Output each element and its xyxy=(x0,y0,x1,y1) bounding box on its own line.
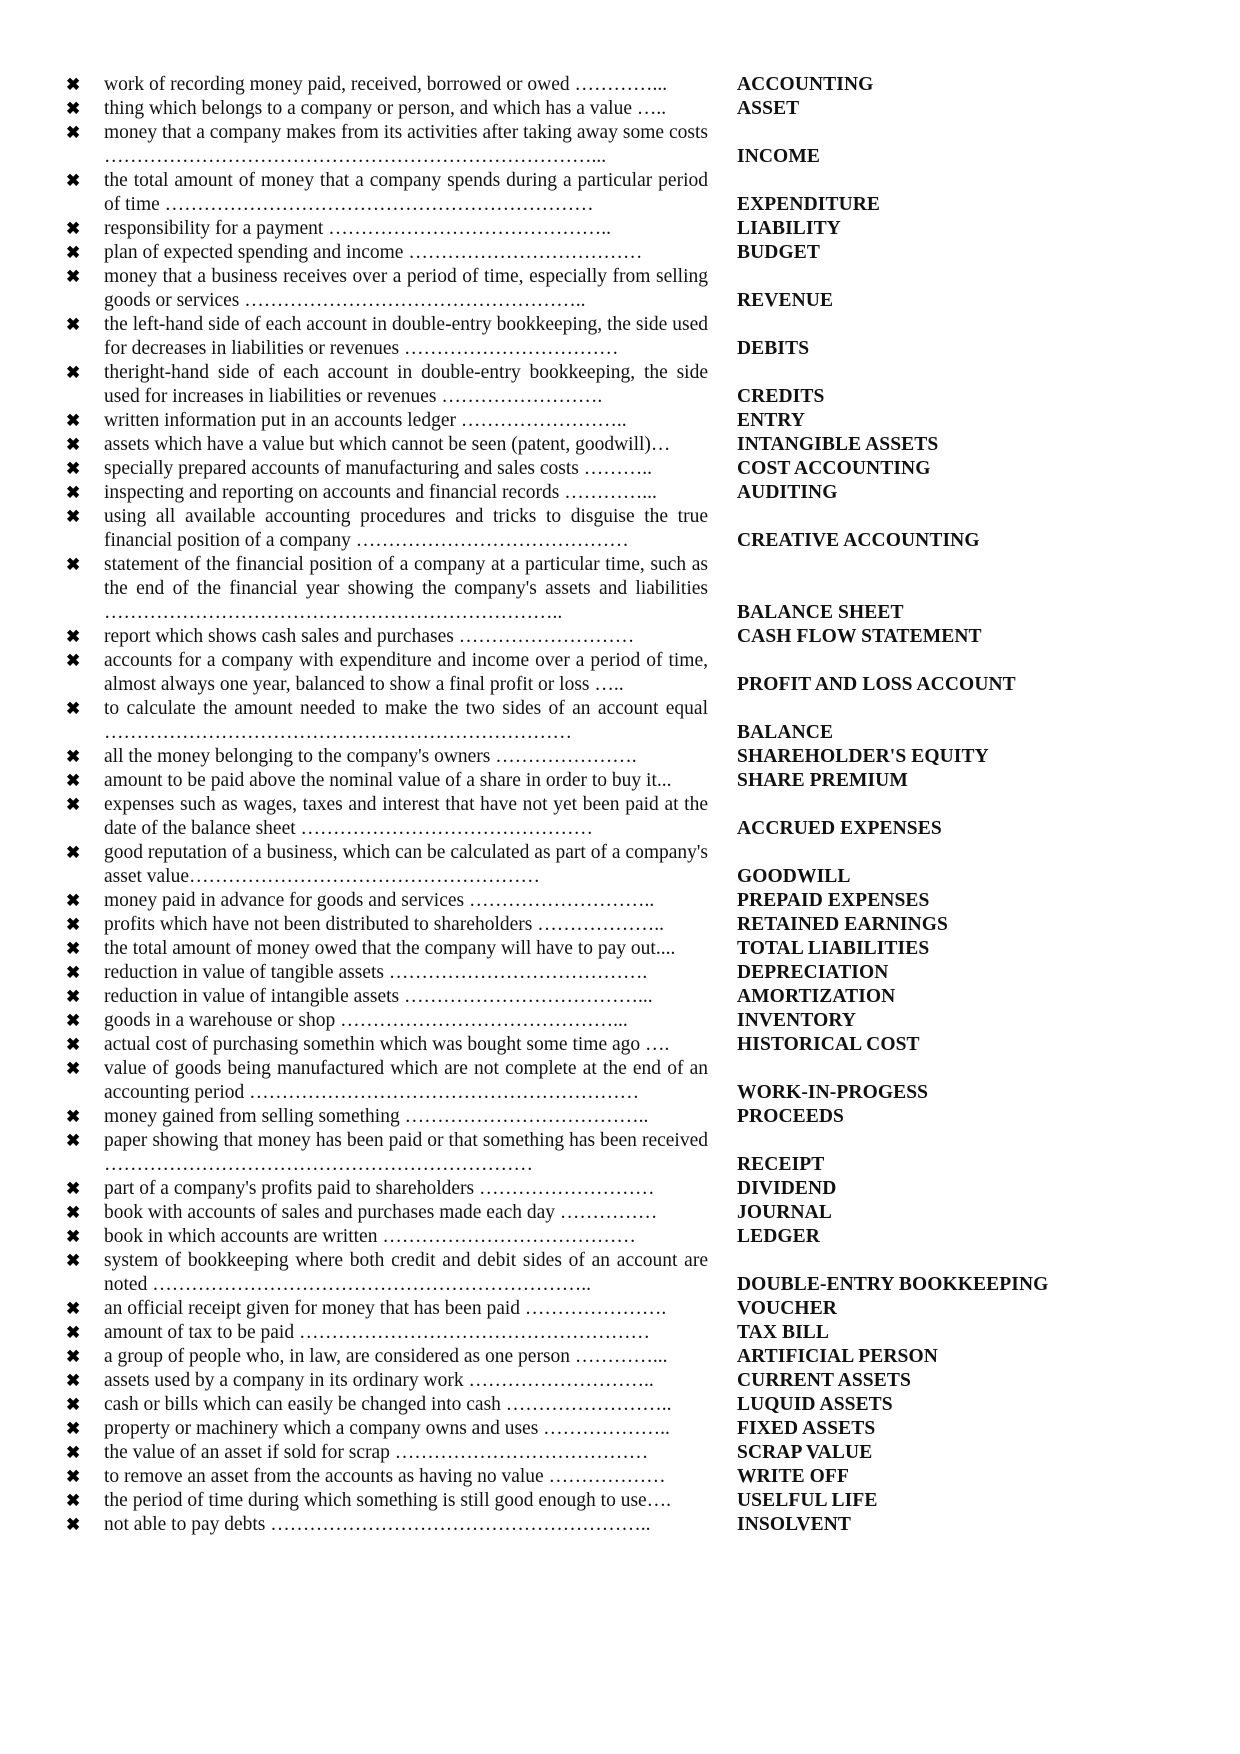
entry-term: WRITE OFF xyxy=(737,1466,849,1487)
entry-term: WORK-IN-PROGESS xyxy=(737,1082,929,1103)
entry-term: DOUBLE-ENTRY BOOKKEEPING xyxy=(737,1274,1049,1295)
bullet-cross-icon: ✖ xyxy=(66,1203,81,1222)
entry-term: BALANCE xyxy=(737,722,834,743)
entry-term: SHAREHOLDER'S EQUITY xyxy=(737,746,989,767)
glossary-entry xyxy=(0,1489,1240,1513)
entry-definition: actual cost of purchasing somethin which was bought some time ago …. xyxy=(104,1034,670,1055)
bullet-cross-icon: ✖ xyxy=(66,891,81,910)
entry-term: EXPENDITURE xyxy=(737,194,881,215)
glossary-entry xyxy=(0,1057,1240,1105)
bullet-cross-icon: ✖ xyxy=(66,171,81,190)
entry-term: ASSET xyxy=(737,98,800,119)
bullet-cross-icon: ✖ xyxy=(66,555,81,574)
bullet-cross-icon: ✖ xyxy=(66,843,81,862)
bullet-cross-icon: ✖ xyxy=(66,1227,81,1246)
entry-term: INSOLVENT xyxy=(737,1514,851,1535)
bullet-cross-icon: ✖ xyxy=(66,507,81,526)
entry-term: PROFIT AND LOSS ACCOUNT xyxy=(737,674,1016,695)
bullet-cross-icon: ✖ xyxy=(66,1515,81,1534)
entry-term: COST ACCOUNTING xyxy=(737,458,931,479)
entry-term: PROCEEDS xyxy=(737,1106,844,1127)
glossary-entry xyxy=(0,1321,1240,1345)
entry-term: PREPAID EXPENSES xyxy=(737,890,930,911)
bullet-cross-icon: ✖ xyxy=(66,963,81,982)
entry-definition: all the money belonging to the company's owners …………………. xyxy=(104,746,637,767)
glossary-entry xyxy=(0,649,1240,697)
entry-term: AMORTIZATION xyxy=(737,986,896,1007)
entry-definition: book in which accounts are written ………………………………… xyxy=(104,1226,636,1247)
entry-definition: inspecting and reporting on accounts and financial records …………... xyxy=(104,482,657,503)
entry-definition: profits which have not been distributed to shareholders ……………….. xyxy=(104,914,664,935)
glossary-entry xyxy=(0,1249,1240,1297)
bullet-cross-icon: ✖ xyxy=(66,771,81,790)
glossary-entry xyxy=(0,625,1240,649)
entry-definition: book with accounts of sales and purchases made each day …………… xyxy=(104,1202,658,1223)
bullet-cross-icon: ✖ xyxy=(66,1371,81,1390)
glossary-entry xyxy=(0,793,1240,841)
entry-definition: money that a company makes from its activities after taking away some costs …………………………………………………………………... xyxy=(104,122,708,167)
entry-definition: report which shows cash sales and purchases ……………………… xyxy=(104,626,635,647)
glossary-entry xyxy=(0,889,1240,913)
bullet-cross-icon: ✖ xyxy=(66,915,81,934)
glossary-entry xyxy=(0,745,1240,769)
entry-term: RETAINED EARNINGS xyxy=(737,914,949,935)
bullet-cross-icon: ✖ xyxy=(66,627,81,646)
entry-definition: using all available accounting procedures and tricks to disguise the true financial position of a company …………………………………… xyxy=(104,506,708,551)
entry-term: LEDGER xyxy=(737,1226,820,1247)
glossary-entry xyxy=(0,841,1240,889)
entry-definition: money gained from selling something ……………………………….. xyxy=(104,1106,649,1127)
glossary-entry xyxy=(0,361,1240,409)
bullet-cross-icon: ✖ xyxy=(66,1299,81,1318)
bullet-cross-icon: ✖ xyxy=(66,411,81,430)
bullet-cross-icon: ✖ xyxy=(66,99,81,118)
entry-term: BALANCE SHEET xyxy=(737,602,904,623)
glossary-entry xyxy=(0,97,1240,121)
entry-definition: the value of an asset if sold for scrap ………………………………… xyxy=(104,1442,649,1463)
glossary-entry xyxy=(0,937,1240,961)
glossary-entry xyxy=(0,1393,1240,1417)
glossary-entry xyxy=(0,553,1240,625)
glossary-entry xyxy=(0,1345,1240,1369)
bullet-cross-icon: ✖ xyxy=(66,1131,81,1150)
entry-term: ARTIFICIAL PERSON xyxy=(737,1346,938,1367)
entry-definition: not able to pay debts ………………………………………………….. xyxy=(104,1514,651,1535)
entry-definition: an official receipt given for money that has been paid …………………. xyxy=(104,1298,667,1319)
bullet-cross-icon: ✖ xyxy=(66,1251,81,1270)
entry-definition: to calculate the amount needed to make the two sides of an account equal ……………………………………………………………… xyxy=(104,698,708,743)
entry-definition: the total amount of money that a company spends during a particular period of time ………………………………………………………… xyxy=(104,170,708,215)
bullet-cross-icon: ✖ xyxy=(66,747,81,766)
entry-term: GOODWILL xyxy=(737,866,851,887)
glossary-entry xyxy=(0,769,1240,793)
bullet-cross-icon: ✖ xyxy=(66,267,81,286)
entry-term: INTANGIBLE ASSETS xyxy=(737,434,939,455)
glossary-entry xyxy=(0,433,1240,457)
entry-definition: responsibility for a payment …………………………………….. xyxy=(104,218,611,239)
glossary-entry xyxy=(0,1201,1240,1225)
entry-definition: paper showing that money has been paid or that something has been received ………………………………………………………… xyxy=(104,1130,708,1175)
glossary-entry xyxy=(0,457,1240,481)
glossary-entry xyxy=(0,961,1240,985)
entry-definition: cash or bills which can easily be changed into cash …………………….. xyxy=(104,1394,672,1415)
entry-term: ENTRY xyxy=(737,410,806,431)
bullet-cross-icon: ✖ xyxy=(66,1419,81,1438)
bullet-cross-icon: ✖ xyxy=(66,987,81,1006)
entry-definition: specially prepared accounts of manufacturing and sales costs ……….. xyxy=(104,458,652,479)
entry-term: DIVIDEND xyxy=(737,1178,837,1199)
entry-definition: property or machinery which a company owns and uses ……………….. xyxy=(104,1418,670,1439)
glossary-entry xyxy=(0,121,1240,169)
entry-term: ACCOUNTING xyxy=(737,74,874,95)
entry-definition: value of goods being manufactured which are not complete at the end of an accounting period …………………………………………………… xyxy=(104,1058,708,1103)
glossary-entry xyxy=(0,1033,1240,1057)
glossary-entry xyxy=(0,313,1240,361)
glossary-entry xyxy=(0,481,1240,505)
glossary-entry xyxy=(0,1417,1240,1441)
bullet-cross-icon: ✖ xyxy=(66,1035,81,1054)
entry-term: ACCRUED EXPENSES xyxy=(737,818,942,839)
entry-definition: the period of time during which something is still good enough to use…. xyxy=(104,1490,672,1511)
entry-definition: system of bookkeeping where both credit and debit sides of an account are noted ………………………………………………………….. xyxy=(104,1250,708,1295)
entry-definition: good reputation of a business, which can be calculated as part of a company's asset value……………………………………………… xyxy=(104,842,708,887)
entry-term: REVENUE xyxy=(737,290,834,311)
entry-definition: the left-hand side of each account in double-entry bookkeeping, the side used for decreases in liabilities or revenues …………………………… xyxy=(104,314,708,359)
glossary-list xyxy=(0,73,1240,1537)
entry-definition: money paid in advance for goods and services ……………………….. xyxy=(104,890,655,911)
glossary-entry xyxy=(0,217,1240,241)
bullet-cross-icon: ✖ xyxy=(66,699,81,718)
bullet-cross-icon: ✖ xyxy=(66,219,81,238)
entry-term: INVENTORY xyxy=(737,1010,857,1031)
entry-term: VOUCHER xyxy=(737,1298,837,1319)
entry-definition: plan of expected spending and income ……………………………… xyxy=(104,242,643,263)
bullet-cross-icon: ✖ xyxy=(66,1467,81,1486)
entry-term: RECEIPT xyxy=(737,1154,825,1175)
glossary-entry xyxy=(0,1129,1240,1177)
bullet-cross-icon: ✖ xyxy=(66,1443,81,1462)
bullet-cross-icon: ✖ xyxy=(66,459,81,478)
entry-definition: written information put in an accounts ledger …………………….. xyxy=(104,410,627,431)
bullet-cross-icon: ✖ xyxy=(66,651,81,670)
glossary-entry xyxy=(0,1009,1240,1033)
glossary-entry xyxy=(0,265,1240,313)
bullet-cross-icon: ✖ xyxy=(66,1347,81,1366)
entry-term: TAX BILL xyxy=(737,1322,830,1343)
entry-term: LUQUID ASSETS xyxy=(737,1394,893,1415)
entry-term: CASH FLOW STATEMENT xyxy=(737,626,982,647)
bullet-cross-icon: ✖ xyxy=(66,243,81,262)
glossary-entry xyxy=(0,985,1240,1009)
entry-term: CREATIVE ACCOUNTING xyxy=(737,530,980,551)
entry-definition: goods in a warehouse or shop ……………………………………... xyxy=(104,1010,628,1031)
glossary-entry xyxy=(0,241,1240,265)
entry-term: SHARE PREMIUM xyxy=(737,770,908,791)
bullet-cross-icon: ✖ xyxy=(66,1107,81,1126)
entry-definition: assets which have a value but which cannot be seen (patent, goodwill)… xyxy=(104,434,671,455)
entry-term: FIXED ASSETS xyxy=(737,1418,876,1439)
entry-term: CREDITS xyxy=(737,386,825,407)
bullet-cross-icon: ✖ xyxy=(66,1059,81,1078)
entry-definition: a group of people who, in law, are considered as one person …………... xyxy=(104,1346,668,1367)
entry-term: CURRENT ASSETS xyxy=(737,1370,911,1391)
entry-definition: reduction in value of tangible assets …………………………………. xyxy=(104,962,648,983)
glossary-entry xyxy=(0,697,1240,745)
entry-term: BUDGET xyxy=(737,242,820,263)
entry-definition: statement of the financial position of a company at a particular time, such as the end of the financial year showing the company's assets and liabilities …………………………………………………………….. xyxy=(104,554,708,623)
bullet-cross-icon: ✖ xyxy=(66,1011,81,1030)
bullet-cross-icon: ✖ xyxy=(66,75,81,94)
glossary-entry xyxy=(0,1177,1240,1201)
glossary-entry xyxy=(0,1513,1240,1537)
entry-definition: theright-hand side of each account in double-entry bookkeeping, the side used for increases in liabilities or revenues ……………………. xyxy=(104,362,708,407)
entry-term: USELFUL LIFE xyxy=(737,1490,878,1511)
entry-definition: part of a company's profits paid to shareholders ……………………… xyxy=(104,1178,655,1199)
entry-term: TOTAL LIABILITIES xyxy=(737,938,930,959)
glossary-entry xyxy=(0,73,1240,97)
entry-definition: to remove an asset from the accounts as having no value ……………… xyxy=(104,1466,666,1487)
bullet-cross-icon: ✖ xyxy=(66,123,81,142)
entry-definition: assets used by a company in its ordinary work ……………………….. xyxy=(104,1370,654,1391)
entry-term: SCRAP VALUE xyxy=(737,1442,873,1463)
glossary-entry xyxy=(0,913,1240,937)
entry-definition: reduction in value of intangible assets ………………………………... xyxy=(104,986,653,1007)
glossary-entry xyxy=(0,505,1240,553)
entry-definition: amount of tax to be paid ……………………………………………… xyxy=(104,1322,650,1343)
entry-term: AUDITING xyxy=(737,482,838,503)
bullet-cross-icon: ✖ xyxy=(66,1179,81,1198)
glossary-entry xyxy=(0,1105,1240,1129)
bullet-cross-icon: ✖ xyxy=(66,483,81,502)
entry-term: DEBITS xyxy=(737,338,810,359)
bullet-cross-icon: ✖ xyxy=(66,1323,81,1342)
glossary-entry xyxy=(0,1297,1240,1321)
bullet-cross-icon: ✖ xyxy=(66,1395,81,1414)
bullet-cross-icon: ✖ xyxy=(66,435,81,454)
entry-definition: amount to be paid above the nominal value of a share in order to buy it... xyxy=(104,770,672,791)
entry-term: DEPRECIATION xyxy=(737,962,889,983)
entry-definition: accounts for a company with expenditure and income over a period of time, almost always one year, balanced to show a final profit or loss ….. xyxy=(104,650,708,695)
glossary-entry xyxy=(0,169,1240,217)
bullet-cross-icon: ✖ xyxy=(66,315,81,334)
entry-term: INCOME xyxy=(737,146,820,167)
bullet-cross-icon: ✖ xyxy=(66,795,81,814)
bullet-cross-icon: ✖ xyxy=(66,363,81,382)
bullet-cross-icon: ✖ xyxy=(66,1491,81,1510)
entry-term: HISTORICAL COST xyxy=(737,1034,920,1055)
entry-definition: the total amount of money owed that the company will have to pay out.... xyxy=(104,938,676,959)
glossary-entry xyxy=(0,1441,1240,1465)
entry-term: LIABILITY xyxy=(737,218,841,239)
entry-definition: thing which belongs to a company or person, and which has a value ….. xyxy=(104,98,667,119)
entry-term: JOURNAL xyxy=(737,1202,832,1223)
entry-definition: money that a business receives over a period of time, especially from selling goods or services …………………………………………….. xyxy=(104,266,708,311)
entry-definition: work of recording money paid, received, borrowed or owed …………... xyxy=(104,74,668,95)
bullet-cross-icon: ✖ xyxy=(66,939,81,958)
glossary-entry xyxy=(0,1465,1240,1489)
glossary-entry xyxy=(0,409,1240,433)
glossary-entry xyxy=(0,1369,1240,1393)
entry-definition: expenses such as wages, taxes and interest that have not yet been paid at the date of the balance sheet ……………………………………… xyxy=(104,794,708,839)
glossary-entry xyxy=(0,1225,1240,1249)
